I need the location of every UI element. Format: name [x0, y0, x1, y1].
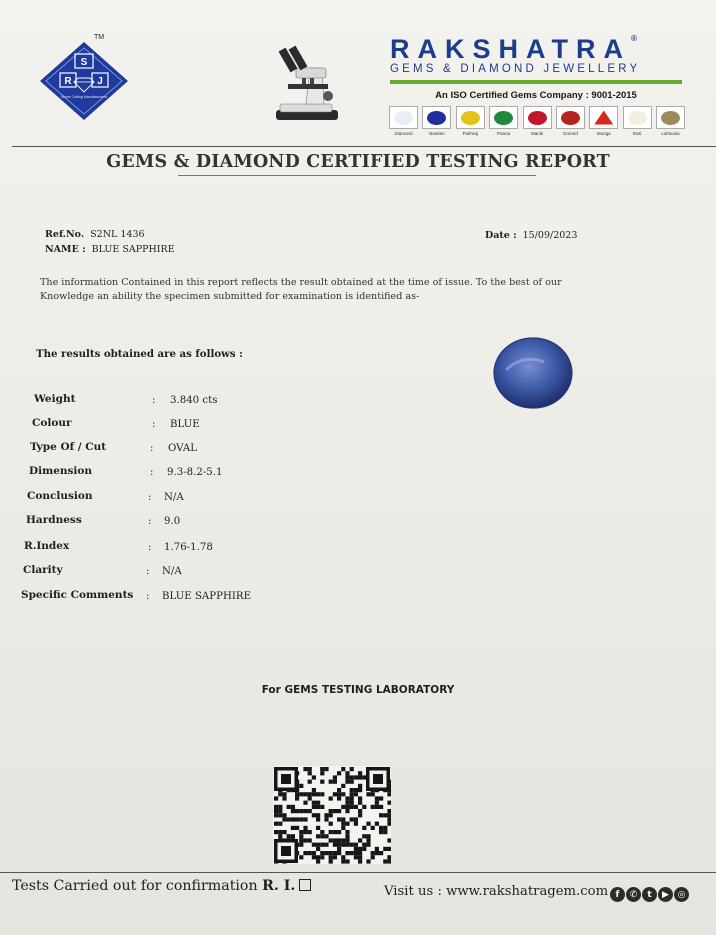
field-value-hardness: 9.0 — [164, 516, 181, 527]
gem-label: Munga — [596, 131, 611, 136]
srj-logo — [38, 40, 130, 122]
ref-number: Ref.No. S2NL 1436 — [45, 229, 145, 240]
twitter-icon[interactable]: t — [642, 887, 657, 902]
field-colon: : — [150, 467, 154, 478]
website-text[interactable]: Visit us : www.rakshatragem.com — [384, 884, 609, 899]
report-date: Date : 15/09/2023 — [485, 230, 578, 241]
field-colon: : — [148, 492, 152, 503]
gem-swatch-icon — [394, 111, 413, 125]
field-label-conclusion: Conclusion — [27, 490, 93, 502]
field-label-type-of-cut: Type Of / Cut — [30, 441, 107, 453]
gem-label: Pukhraj — [462, 131, 478, 136]
gem-swatch-icon — [461, 111, 480, 125]
trademark-mark: TM — [94, 34, 105, 41]
microscope-icon — [262, 38, 344, 124]
gem-munga — [589, 106, 618, 138]
svg-text:Stone Cutting Manufacturers: Stone Cutting Manufacturers — [61, 95, 107, 99]
footer-divider — [0, 872, 716, 873]
field-colon: : — [146, 566, 150, 577]
title-underline — [178, 175, 536, 176]
gem-lahsunia — [656, 106, 685, 138]
checkbox-icon — [299, 879, 311, 891]
field-value-type-of-cut: OVAL — [168, 443, 197, 454]
svg-text:J: J — [97, 76, 103, 87]
gem-label: Moti — [632, 131, 642, 136]
report-title: GEMS & DIAMOND CERTIFIED TESTING REPORT — [106, 152, 610, 172]
brand-subtitle: GEMS & DIAMOND JEWELLERY — [390, 63, 641, 75]
field-colon: : — [152, 419, 156, 430]
gem-neelam — [422, 106, 451, 138]
iso-certification: An ISO Certified Gems Company : 9001-2015 — [435, 90, 637, 101]
gem-label: Diamond — [394, 131, 413, 136]
field-label-r-index: R.Index — [24, 540, 70, 552]
social-links — [610, 887, 689, 902]
field-label-colour: Colour — [32, 417, 72, 429]
specimen-name: NAME : BLUE SAPPHIRE — [45, 244, 175, 255]
field-value-specific-comments: BLUE SAPPHIRE — [162, 591, 252, 602]
field-value-colour: BLUE — [170, 419, 200, 430]
whatsapp-icon[interactable]: ✆ — [626, 887, 641, 902]
field-colon: : — [152, 395, 156, 406]
field-label-hardness: Hardness — [26, 514, 82, 526]
gem-pukhraj — [456, 106, 485, 138]
field-label-dimension: Dimension — [29, 465, 93, 477]
field-label-clarity: Clarity — [23, 564, 63, 576]
gem-label: Panna — [497, 131, 511, 136]
field-value-r-index: 1.76-1.78 — [164, 542, 213, 553]
gem-strip — [389, 106, 685, 138]
gem-diamond — [389, 106, 418, 138]
gem-panna — [489, 106, 518, 138]
field-value-conclusion: N/A — [164, 492, 184, 503]
gem-swatch-icon — [494, 111, 513, 125]
field-value-weight: 3.840 cts — [170, 395, 218, 406]
gem-swatch-icon — [561, 111, 580, 125]
field-colon: : — [148, 542, 152, 553]
gem-label: Lahsunia — [661, 131, 680, 136]
gem-swatch-icon — [661, 111, 680, 125]
youtube-icon[interactable]: ▶ — [658, 887, 673, 902]
field-colon: : — [150, 443, 154, 454]
field-colon: : — [146, 591, 150, 602]
sapphire-stone-image — [492, 336, 574, 410]
brand-name: RAKSHATRA® — [390, 34, 637, 64]
gem-swatch-icon — [594, 111, 613, 125]
header-divider — [12, 146, 716, 147]
brand-divider — [390, 80, 682, 84]
field-label-weight: Weight — [34, 393, 76, 405]
instagram-icon[interactable]: ◎ — [674, 887, 689, 902]
svg-text:R: R — [64, 76, 72, 87]
field-label-specific-comments: Specific Comments — [21, 589, 134, 601]
intro-text: The information Contained in this report reflects the result obtained at the time of issue. To the best of our Knowledge an ability the specimen submitted for examination is identified as- — [40, 277, 562, 302]
gem-moti — [623, 106, 652, 138]
gem-label: Manik — [530, 131, 543, 136]
tests-carried-out: Tests Carried out for confirmation R. I. — [12, 878, 311, 894]
field-value-dimension: 9.3-8.2-5.1 — [167, 467, 223, 478]
gem-label: Gomed — [562, 131, 578, 136]
svg-text:S: S — [80, 57, 88, 68]
gem-gomed — [556, 106, 585, 138]
gem-swatch-icon — [628, 111, 647, 125]
gem-label: Neelam — [429, 131, 445, 136]
gem-swatch-icon — [528, 111, 547, 125]
field-value-clarity: N/A — [162, 566, 182, 577]
facebook-icon[interactable]: f — [610, 887, 625, 902]
brand-block — [390, 34, 690, 75]
field-colon: : — [148, 516, 152, 527]
gem-manik — [523, 106, 552, 138]
results-heading: The results obtained are as follows : — [36, 348, 243, 360]
gem-swatch-icon — [427, 111, 446, 125]
qr-code[interactable] — [273, 766, 391, 864]
lab-signature-label: For GEMS TESTING LABORATORY — [261, 684, 455, 696]
